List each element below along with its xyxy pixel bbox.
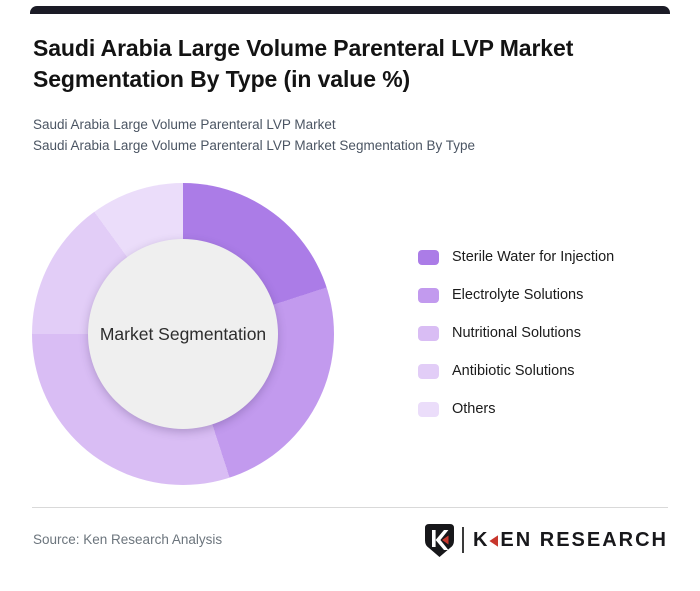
brand-text-k: K [472, 528, 490, 551]
legend [418, 249, 614, 417]
ken-shield-icon [425, 524, 454, 557]
legend-swatch [418, 326, 439, 341]
chart-title: Saudi Arabia Large Volume Parenteral LVP Market Segmentation By Type (in value %) [33, 35, 574, 92]
source-text: Source: Ken Research Analysis [33, 532, 223, 547]
donut-center [88, 239, 278, 429]
donut-center-label: Market Segmentation [99, 323, 267, 344]
brand-text-rest: EN RESEARCH [500, 528, 668, 551]
footer-divider [32, 507, 668, 508]
brand-divider [462, 527, 464, 553]
legend-item [418, 401, 614, 417]
legend-label: Others [452, 401, 496, 417]
legend-item [418, 363, 614, 379]
legend-item [418, 249, 614, 265]
legend-swatch [418, 288, 439, 303]
legend-item [418, 325, 614, 341]
legend-swatch [418, 250, 439, 265]
brand-red-triangle-icon [489, 535, 498, 547]
brand-text [473, 529, 668, 552]
legend-swatch [418, 402, 439, 417]
legend-label: Antibiotic Solutions [452, 363, 575, 379]
legend-swatch [418, 364, 439, 379]
top-accent-bar [30, 6, 670, 14]
legend-item [418, 287, 614, 303]
legend-label: Nutritional Solutions [452, 325, 581, 341]
donut-chart [32, 183, 334, 485]
subtitle-line-1: Saudi Arabia Large Volume Parenteral LVP Market [33, 117, 336, 132]
subtitle-line-2: Saudi Arabia Large Volume Parenteral LVP Market Segmentation By Type [33, 138, 476, 153]
chart-subtitle [33, 114, 665, 156]
legend-label: Sterile Water for Injection [452, 249, 615, 265]
legend-label: Electrolyte Solutions [452, 287, 584, 303]
brand-logo [425, 522, 668, 558]
